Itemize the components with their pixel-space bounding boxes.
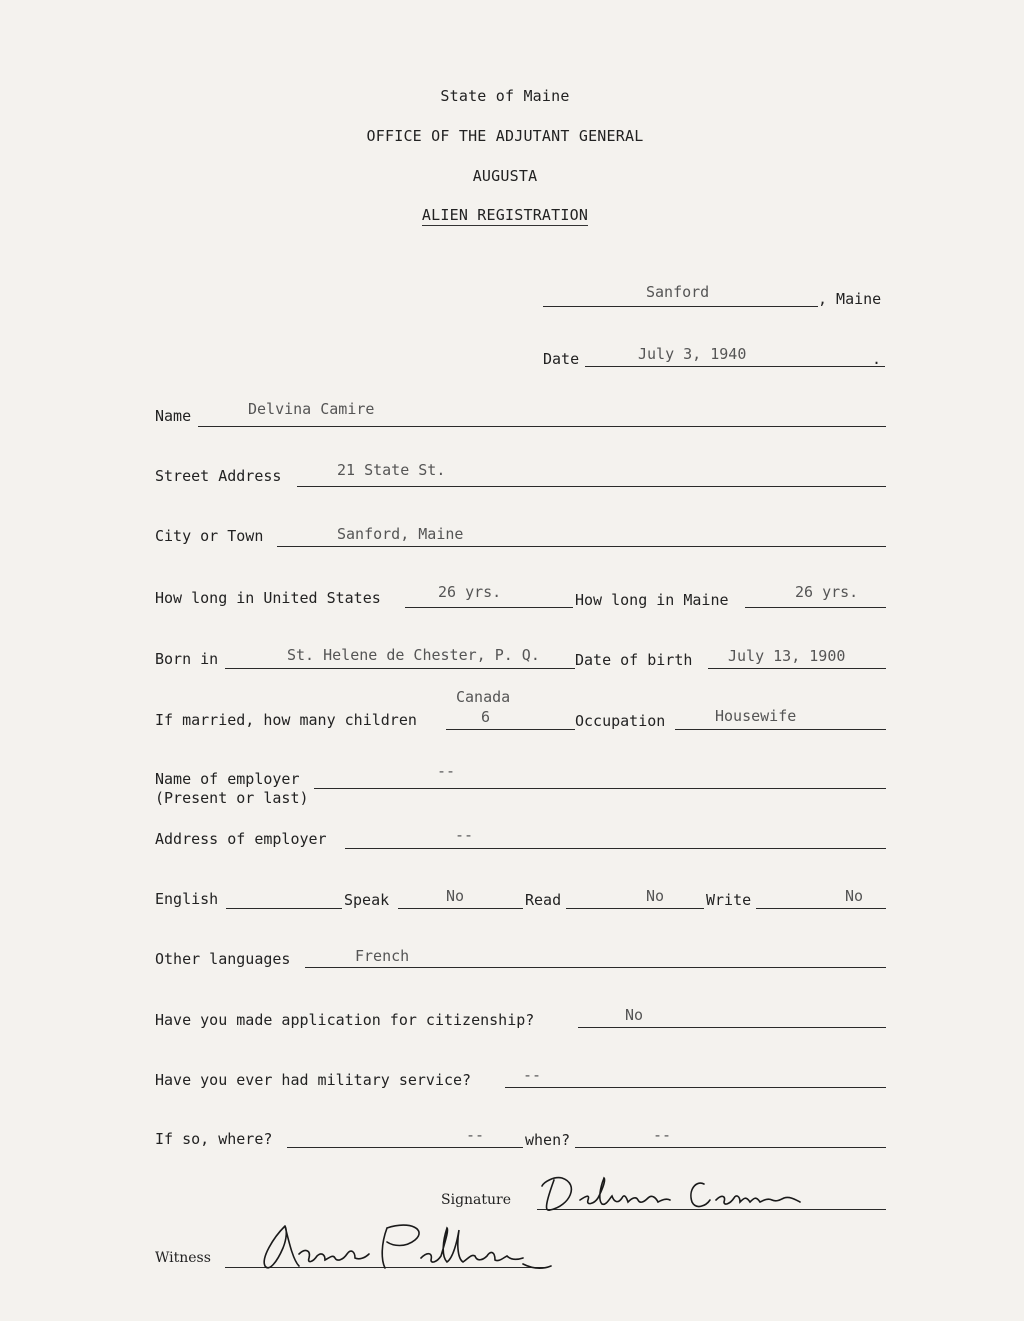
other-languages-line — [305, 967, 886, 968]
name-value: Delvina Camire — [248, 400, 375, 418]
form-title-text: ALIEN REGISTRATION — [421, 206, 589, 224]
city-value: Sanford, Maine — [337, 525, 464, 543]
military-value: -- — [523, 1066, 542, 1084]
write-label: Write — [706, 891, 752, 909]
military-label: Have you ever had military service? — [155, 1071, 472, 1089]
how-long-us-line — [405, 607, 573, 608]
form-title — [0, 206, 1010, 224]
place-suffix: , Maine — [818, 290, 882, 308]
employer-address-label: Address of employer — [155, 830, 327, 848]
where-value: -- — [466, 1126, 485, 1144]
how-long-me-value: 26 yrs. — [795, 583, 859, 601]
name-label: Name — [155, 407, 192, 425]
name-line — [198, 426, 886, 427]
born-in-label: Born in — [155, 650, 219, 668]
witness-label: Witness — [155, 1250, 211, 1266]
city-heading: AUGUSTA — [472, 167, 538, 185]
occupation-line — [675, 729, 886, 730]
date-value: July 3, 1940 — [638, 345, 747, 363]
when-line — [575, 1147, 886, 1148]
employer-sublabel: (Present or last) — [155, 789, 309, 807]
employer-line — [314, 788, 886, 789]
employer-value: -- — [437, 762, 456, 780]
signature-handwriting — [540, 1170, 830, 1220]
english-label: English — [155, 890, 219, 908]
place-line — [543, 306, 818, 307]
street-line — [297, 486, 886, 487]
citizenship-label: Have you made application for citizenship? — [155, 1011, 535, 1029]
signature-label: Signature — [441, 1192, 512, 1208]
street-label: Street Address — [155, 467, 282, 485]
employer-address-line — [345, 848, 886, 849]
state-heading: State of Maine — [440, 87, 570, 105]
street-value: 21 State St. — [337, 461, 446, 479]
date-end: . — [872, 350, 882, 368]
when-value: -- — [653, 1126, 672, 1144]
where-line — [287, 1147, 523, 1148]
when-label: when? — [525, 1131, 571, 1149]
born-in-country: Canada — [456, 688, 511, 706]
born-in-value: St. Helene de Chester, P. Q. — [287, 646, 540, 664]
how-long-me-line — [745, 607, 886, 608]
children-value: 6 — [481, 708, 491, 726]
date-label: Date — [543, 350, 580, 368]
english-line — [226, 908, 342, 909]
city-line — [277, 546, 886, 547]
employer-label: Name of employer — [155, 770, 300, 788]
other-languages-label: Other languages — [155, 950, 291, 968]
speak-line — [398, 908, 523, 909]
children-label: If married, how many children — [155, 711, 417, 729]
dob-label: Date of birth — [575, 651, 693, 669]
other-languages-value: French — [355, 947, 410, 965]
where-label: If so, where? — [155, 1130, 273, 1148]
occupation-label: Occupation — [575, 712, 666, 730]
write-value: No — [845, 887, 864, 905]
how-long-us-value: 26 yrs. — [438, 583, 502, 601]
born-in-line — [225, 668, 575, 669]
read-value: No — [646, 887, 665, 905]
city-label: City or Town — [155, 527, 264, 545]
citizenship-value: No — [625, 1006, 644, 1024]
speak-value: No — [446, 887, 465, 905]
witness-handwriting — [255, 1218, 565, 1278]
employer-address-value: -- — [455, 826, 474, 844]
citizenship-line — [578, 1027, 886, 1028]
military-line — [505, 1087, 886, 1088]
how-long-me-label: How long in Maine — [575, 591, 729, 609]
write-line — [756, 908, 886, 909]
place-value: Sanford — [646, 283, 710, 301]
dob-line — [708, 668, 886, 669]
dob-value: July 13, 1900 — [728, 647, 846, 665]
children-line — [446, 729, 575, 730]
how-long-us-label: How long in United States — [155, 589, 381, 607]
speak-label: Speak — [344, 891, 390, 909]
read-line — [566, 908, 704, 909]
read-label: Read — [525, 891, 562, 909]
date-line — [585, 366, 885, 367]
office-heading: OFFICE OF THE ADJUTANT GENERAL — [366, 127, 644, 145]
occupation-value: Housewife — [715, 707, 797, 725]
